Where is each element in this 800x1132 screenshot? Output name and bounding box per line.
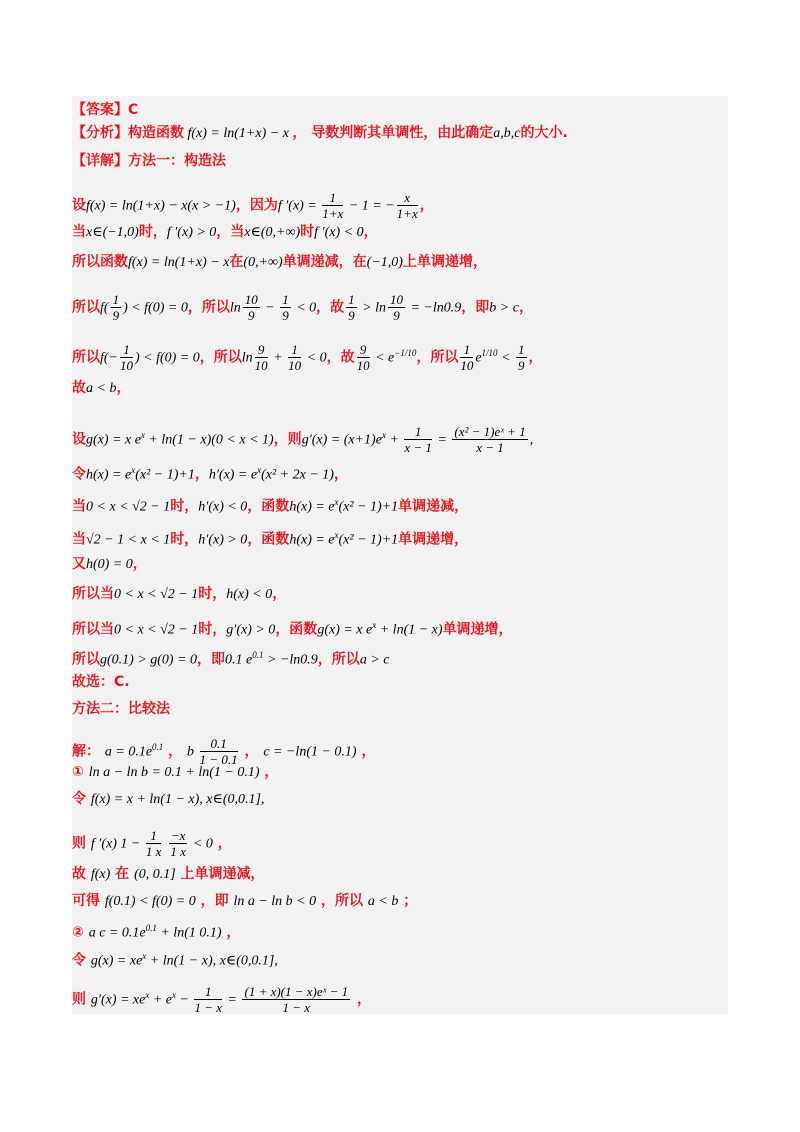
math-expression: (x² − 1)+1 — [338, 499, 399, 515]
fraction-denominator: 10 — [460, 358, 474, 373]
fraction — [452, 424, 527, 455]
math-expression: g(x) = x e — [317, 622, 373, 638]
red-text: ，故 — [326, 349, 355, 366]
math-expression: h(x) < 0 — [226, 587, 273, 602]
red-text: ，所以 — [199, 349, 242, 366]
solution-line — [72, 946, 728, 972]
fraction-denominator: 9 — [282, 308, 289, 323]
math-expression: h′(x) < 0 — [198, 499, 248, 515]
math-expression: < 0 — [189, 836, 213, 852]
fraction-numerator: (1 + x)(1 − x)eˣ − 1 — [244, 984, 349, 999]
solution-panel — [72, 96, 728, 1014]
fraction-numerator: 10 — [389, 292, 403, 307]
red-text: 则 — [72, 991, 91, 1008]
math-expression: f(x) — [90, 867, 111, 882]
math-expression: = −ln0.9 — [406, 300, 462, 316]
red-text: ① — [72, 764, 89, 780]
red-text: 时， — [138, 224, 167, 240]
math-expression: f ′(x) = — [277, 198, 321, 214]
math-expression: h′(x) > 0 — [198, 532, 248, 548]
solution-line — [72, 123, 728, 144]
math-expression: h′(x) = e — [208, 467, 258, 483]
math-expression: b — [187, 744, 198, 760]
math-expression: + ln(1 0.1) — [156, 925, 222, 941]
exponent: x — [172, 989, 177, 1000]
math-expression: a c = 0.1e — [88, 925, 146, 941]
math-expression: 0 < x < √2 − 1 — [114, 622, 199, 638]
fraction-numerator: −x — [170, 828, 186, 843]
math-expression: h(x) = e — [86, 467, 132, 483]
math-expression: a < b — [86, 381, 117, 396]
exponent: x — [381, 429, 386, 440]
math-expression: e — [475, 350, 482, 366]
math-expression: (x² − 1)+1 — [338, 532, 399, 548]
math-expression: g′(x) > 0 — [226, 622, 276, 638]
red-text: ， — [194, 466, 209, 483]
math-expression: (x² − 1)+1 — [135, 467, 195, 483]
red-text: ， — [212, 835, 232, 852]
red-text: 令 — [72, 791, 91, 807]
red-text: 【答案】C — [72, 102, 139, 118]
fraction — [111, 292, 122, 323]
fraction-numerator: (x² − 1)eˣ + 1 — [454, 424, 526, 439]
solution-line — [72, 645, 728, 671]
exponent: x — [334, 530, 339, 540]
math-expression: (x² + 2x − 1) — [261, 467, 334, 483]
fraction-denominator: 1 x — [145, 844, 162, 859]
solution-line — [72, 151, 728, 171]
exponent: 0.1 — [252, 650, 264, 660]
math-expression — [163, 837, 167, 852]
red-text: 单调递减，在 — [282, 254, 367, 270]
fraction-denominator: 10 — [254, 358, 268, 373]
fraction-denominator: 1 − x — [194, 1000, 223, 1015]
math-expression: g′(x) = xe — [90, 992, 146, 1008]
fraction-denominator: 10 — [356, 358, 370, 373]
red-text: ， — [259, 764, 279, 780]
fraction-numerator: 1 — [112, 292, 120, 307]
solution-line — [72, 554, 728, 575]
math-expression: + ln(1 − x), x∈(0,0.1], — [146, 953, 278, 969]
red-text: 单调递增， — [442, 621, 513, 638]
red-text: ， — [363, 224, 378, 240]
solution-line — [72, 342, 728, 373]
red-text: 令 — [72, 466, 86, 483]
fraction-denominator: 10 — [120, 358, 133, 373]
red-text: ，则 — [273, 431, 302, 448]
fraction-denominator: 1+x — [396, 206, 418, 221]
math-expression: √2 − 1 < x < 1 — [86, 532, 171, 548]
fraction-denominator: 9 — [393, 308, 400, 323]
math-expression: , — [529, 432, 534, 448]
red-text: ，即 — [197, 651, 226, 668]
red-text: ，所以 — [187, 299, 230, 316]
fraction-numerator: 1 — [120, 342, 133, 358]
red-text: 解： — [72, 743, 105, 760]
solution-line — [72, 190, 728, 221]
solution-line — [72, 789, 728, 810]
red-text: 上单调递减， — [175, 866, 265, 882]
fraction-numerator: 1 — [518, 342, 525, 357]
math-expression: < 0 — [303, 350, 327, 366]
fraction-denominator: 1 − x — [282, 1000, 311, 1015]
fraction — [460, 342, 473, 373]
red-text: ， — [163, 743, 188, 760]
red-text: 当 — [72, 531, 86, 548]
exponent: x — [334, 497, 339, 507]
exponent: x — [131, 465, 136, 475]
red-text: ，即 — [461, 299, 490, 316]
math-expression: + ln(1 − x) — [376, 622, 443, 638]
math-expression: = — [433, 432, 451, 448]
math-expression: > −ln0.9 — [263, 652, 318, 668]
fraction-denominator: 1 x — [170, 844, 186, 859]
red-text: 单调递减， — [398, 498, 469, 515]
fraction — [397, 190, 418, 221]
solution-line — [72, 222, 728, 243]
math-expression: f(x) = ln(1+x) − x — [184, 126, 293, 141]
red-text: 当 — [72, 224, 86, 240]
red-text: 的大小. — [520, 125, 568, 141]
math-expression: − — [176, 992, 193, 1008]
solution-line — [72, 828, 728, 859]
red-text: ； — [398, 893, 418, 909]
fraction-denominator: x − 1 — [404, 440, 432, 455]
fraction — [357, 342, 370, 373]
red-text: ，所以 — [317, 651, 360, 668]
math-expression: 0 < x < √2 − 1 — [86, 499, 171, 515]
red-text: 又 — [72, 556, 86, 572]
math-expression: f(x) = ln(1+x) − x — [128, 255, 230, 270]
solution-line — [72, 984, 728, 1015]
fraction — [243, 292, 260, 323]
math-expression: ln a − ln b = 0.1 + ln(1 − 0.1) — [88, 765, 260, 780]
math-expression: a > c — [359, 652, 390, 668]
fraction — [146, 828, 162, 859]
fraction — [280, 292, 291, 323]
math-expression: ) < f(0) = 0 — [123, 300, 188, 316]
solution-line — [72, 615, 728, 641]
fraction-denominator: 10 — [288, 358, 302, 373]
red-text: ， — [272, 586, 287, 602]
fraction-denominator: 9 — [518, 358, 525, 373]
red-text: 设 — [72, 197, 86, 214]
fraction — [120, 342, 133, 373]
solution-line — [72, 584, 728, 605]
exponent: x — [257, 465, 262, 475]
red-text: 则 — [72, 835, 91, 852]
fraction-numerator: 1 — [194, 984, 222, 1000]
math-expression: f( — [100, 300, 109, 316]
red-text: ，故 — [316, 299, 345, 316]
red-text: ， — [518, 299, 533, 316]
red-text: 故 — [72, 866, 91, 882]
red-text: 方法二：比较法 — [72, 701, 170, 717]
red-text: ，当 — [216, 224, 245, 240]
red-text: 时， — [170, 531, 199, 548]
math-expression: h(x) = e — [289, 499, 335, 515]
solution-line — [72, 292, 728, 323]
fraction — [516, 342, 527, 373]
solution-line — [72, 460, 728, 486]
solution-line — [72, 918, 728, 944]
fraction-denominator: 9 — [348, 308, 355, 323]
red-text: 令 — [72, 952, 91, 969]
exponent: 0.1 — [152, 741, 164, 752]
fraction-numerator: 1 — [404, 424, 432, 440]
solution-line — [72, 891, 728, 912]
red-text: 时， — [198, 586, 227, 602]
fraction-numerator: 9 — [255, 342, 268, 358]
exponent: x — [145, 989, 150, 1000]
fraction-numerator: 1 — [282, 292, 289, 307]
math-expression: 0 < x < √2 − 1 — [114, 587, 199, 602]
red-text: 在 — [110, 866, 135, 882]
fraction — [346, 292, 357, 323]
fraction-numerator: 1 — [460, 342, 473, 358]
math-expression: g(x) = xe — [90, 953, 143, 969]
math-expression: f ′(x) > 0 — [166, 225, 217, 240]
math-expression: b > c — [489, 300, 519, 316]
math-expression: g′(x) = (x+1)e — [301, 432, 382, 448]
math-expression: + — [269, 350, 287, 366]
fraction-numerator: 9 — [357, 342, 370, 358]
exponent: −1/10 — [394, 347, 417, 358]
red-text: ， — [352, 991, 371, 1008]
math-expression: ln a − ln b < 0 — [233, 894, 317, 909]
fraction — [404, 424, 432, 455]
math-expression: f(0.1) < f(0) = 0 — [104, 894, 196, 909]
red-text: 所以 — [72, 651, 100, 668]
math-expression: f ′(x) 1 − — [90, 836, 144, 852]
math-expression: + — [385, 432, 403, 448]
fraction-numerator: 1 — [348, 292, 355, 307]
red-text: ，函数 — [247, 498, 290, 515]
fraction-numerator: 10 — [244, 292, 258, 307]
math-expression: h(x) = e — [289, 532, 335, 548]
solution-line — [72, 762, 728, 783]
fraction-numerator: 1 — [146, 828, 162, 844]
fraction — [322, 190, 343, 221]
fraction — [194, 984, 222, 1015]
solution-line — [72, 864, 728, 885]
math-expression: f(− — [100, 350, 118, 366]
red-text: 当 — [72, 498, 86, 515]
red-text: 在 — [229, 254, 244, 270]
math-expression: g(x) = x e — [86, 432, 141, 448]
fraction-numerator: 1 — [288, 342, 301, 358]
red-text: 可得 — [72, 893, 105, 909]
fraction-numerator: 0.1 — [200, 736, 238, 752]
math-expression: < 0 — [292, 300, 317, 316]
red-text: ，函数 — [247, 531, 290, 548]
fraction — [388, 292, 405, 323]
red-text: 所以 — [72, 349, 100, 366]
math-expression: − — [261, 300, 279, 316]
math-expression: 0.1 e — [225, 652, 253, 668]
math-expression: + ln(1 − x)(0 < x < 1) — [144, 432, 274, 448]
red-text: ， — [221, 924, 241, 941]
fraction — [255, 342, 268, 373]
red-text: 故 — [72, 380, 86, 396]
solution-line — [72, 672, 728, 692]
red-text: ，函数 — [275, 621, 318, 638]
fraction-denominator: 1 − 0.1 — [199, 752, 238, 767]
red-text: ， — [333, 466, 348, 483]
solution-line — [72, 492, 728, 518]
math-expression: a = 0.1e — [104, 744, 153, 760]
red-text: ，所以 — [316, 893, 368, 909]
red-text: ， — [419, 197, 434, 214]
fraction-numerator: x — [397, 190, 418, 206]
red-text: 单调递增， — [398, 531, 469, 548]
fraction-numerator: 1 — [322, 190, 343, 206]
red-text: 时， — [198, 621, 227, 638]
math-expression: x∈(−1,0) — [86, 225, 139, 240]
math-expression: (−1,0) — [366, 255, 403, 270]
exponent: 1/10 — [481, 347, 498, 358]
fraction — [242, 984, 350, 1015]
math-expression: a,b,c — [493, 126, 521, 141]
math-expression: < e — [371, 350, 395, 366]
solution-line — [72, 424, 728, 455]
math-expression: x∈(0,+∞) — [244, 225, 301, 240]
math-expression: − 1 = − — [345, 198, 395, 214]
math-expression: ln — [241, 350, 253, 366]
fraction-denominator: 1+x — [322, 206, 344, 221]
red-text: 故选：C. — [72, 674, 130, 690]
math-expression: ) < f(0) = 0 — [135, 350, 200, 366]
math-expression: (0,+∞) — [243, 255, 283, 270]
red-text: 【分析】构造函数 — [72, 125, 184, 141]
math-expression: > ln — [358, 300, 386, 316]
math-expression: ln — [229, 300, 241, 316]
red-text: ，即 — [195, 893, 234, 909]
red-text: 时 — [300, 224, 315, 240]
red-text: ，所以 — [416, 349, 459, 366]
math-expression: + e — [149, 992, 173, 1008]
solution-line — [72, 699, 728, 719]
red-text: ， 导数判断其单调性，由此确定 — [292, 125, 494, 141]
red-text: ② — [72, 924, 89, 941]
math-expression: (0, 0.1] — [134, 867, 176, 882]
red-text: 所以 — [72, 299, 100, 316]
fraction — [288, 342, 301, 373]
red-text: ， — [239, 743, 264, 760]
red-text: ， — [132, 556, 147, 572]
solution-line — [72, 252, 728, 273]
math-expression: f ′(x) < 0 — [314, 225, 364, 240]
red-text: ， — [528, 349, 543, 366]
solution-line — [72, 378, 728, 399]
math-expression: < — [497, 350, 515, 366]
red-text: 设 — [72, 431, 86, 448]
math-expression: f(x) = x + ln(1 − x), x∈(0,0.1], — [90, 792, 265, 807]
red-text: 所以当 — [72, 586, 114, 602]
math-expression: h(0) = 0 — [86, 557, 133, 572]
math-expression: c = −ln(1 − 0.1) — [263, 744, 357, 760]
red-text: ，因为 — [235, 197, 278, 214]
exponent: x — [372, 620, 377, 630]
red-text: 上单调递增， — [402, 254, 487, 270]
solution-line — [72, 525, 728, 551]
solution-line — [72, 100, 728, 120]
math-expression: a < b — [367, 894, 399, 909]
math-expression: f(x) = ln(1+x) − x(x > −1) — [86, 198, 236, 214]
exponent: x — [140, 429, 145, 440]
red-text: ， — [356, 743, 376, 760]
red-text: 时， — [170, 498, 199, 515]
red-text: ， — [116, 380, 131, 396]
math-expression: g(0.1) > g(0) = 0 — [100, 652, 198, 668]
red-text: 【详解】方法一：构造法 — [72, 153, 226, 169]
exponent: x — [142, 951, 147, 961]
fraction-denominator: x − 1 — [476, 440, 504, 455]
fraction-denominator: 9 — [247, 308, 255, 323]
red-text: 所以当 — [72, 621, 114, 638]
red-text: 所以函数 — [72, 254, 128, 270]
math-expression: = — [224, 992, 241, 1008]
fraction — [169, 828, 188, 859]
exponent: 0.1 — [145, 923, 157, 933]
fraction-denominator: 9 — [112, 308, 120, 323]
